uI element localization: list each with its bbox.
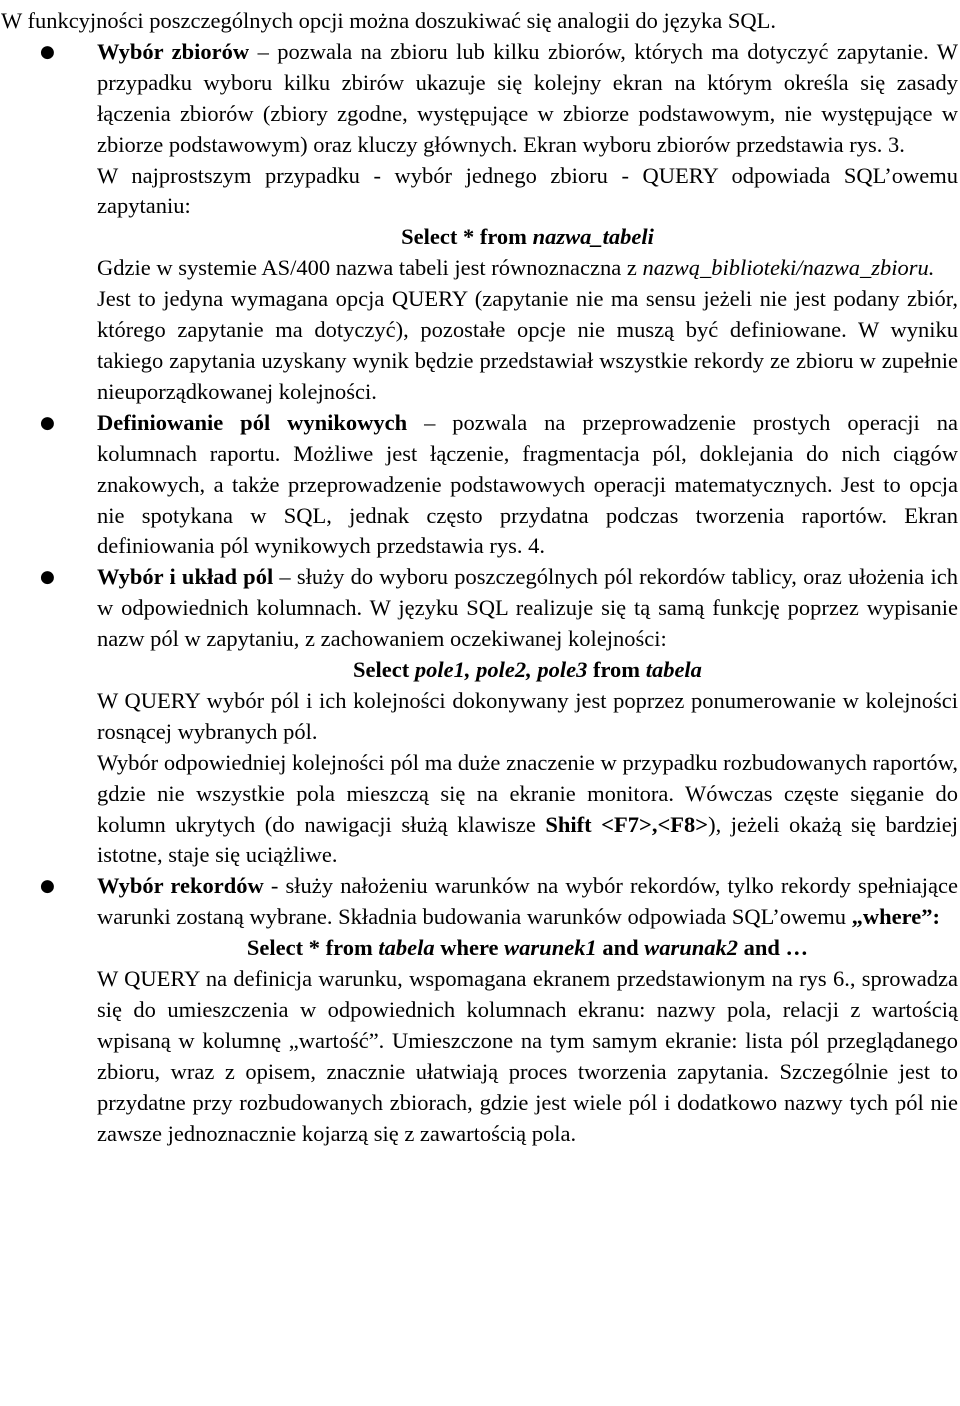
code-example xyxy=(0,655,960,686)
code-keyword: and … xyxy=(738,935,809,961)
section-title: Wybór zbiorów xyxy=(97,38,250,64)
paragraph xyxy=(0,748,960,872)
section-text: – służy do wyboru poszczególnych pól rekordów tablicy, oraz ułożenia ich w odpowiednich kolumnach. W języku SQL realizuje się tą samą funkcję poprzez wypisanie nazw pól w zapytaniu, z zachowaniem oczekiwanej kolejności: xyxy=(97,564,958,652)
section-text: – pozwala na przeprowadzenie prostych operacji na kolumnach raportu. Możliwe jest łączenie, fragmentacja pól, doklejania do nich ciągów znakowych, a także przeprowadzenie podstawowych operacji matematycznych. Jest to opcja nie spotykana w SQL, jednak często przydatna podczas tworzenia raportów. Ekran definiowania pól wynikowych przedstawia rys. 4. xyxy=(97,409,958,559)
code-identifier: tabela xyxy=(378,935,435,961)
paragraph xyxy=(0,253,960,284)
paragraph: W QUERY na definicja warunku, wspomagana ekranem przedstawionym na rys 6., sprowadza się do umieszczenia w odpowiednich kolumnach ekranu: nazwy pola, relacji z wartością wpisaną w kolumnę „wartość”. Umieszczone na tym samym ekranie: lista pól przeglądanego zbioru, wraz z opisem, znacznie ułatwiają proces tworzenia zapytania. Szczególnie jest to przydatne przy rozbudowanych zbiorach, gdzie jest wiele pól i dodatkowo nazwy tych pól nie zawsze jednoznacznie kojarzą się z zawartością pola. xyxy=(97,966,958,1146)
section-title: Definiowanie pól wynikowych xyxy=(97,409,408,435)
section-definiowanie-pol xyxy=(0,408,960,563)
code-example xyxy=(0,222,960,253)
code-keyword: Select xyxy=(353,657,415,683)
paragraph: W QUERY wybór pól i ich kolejności dokonywany jest poprzez ponumerowanie w kolejności rosnącej wybranych pól. xyxy=(97,687,958,744)
section-text: – pozwala na zbioru lub kilku zbiorów, których ma dotyczyć zapytanie. W przypadku wyboru kilku zbirów ukazuje się kolejny ekran na którym określa się zasady łączenia zbiorów (zbiory zgodne, występujące w zbiorze podstawowym, nie występujące w zbiorze podstawowym) oraz kluczy głównych. Ekran wyboru zbiorów przedstawia rys. 3. xyxy=(97,38,958,157)
bold-text: Shift <F7>,<F8> xyxy=(545,811,709,837)
section-paragraph xyxy=(0,562,960,655)
bullet-icon: ● xyxy=(40,876,55,897)
code-keyword: from xyxy=(587,657,646,683)
section-wybor-i-uklad-pol xyxy=(0,562,960,655)
paragraph: Jest to jedyna wymagana opcja QUERY (zapytanie nie ma sensu jeżeli nie jest podany zbiór, którego zapytanie ma dotyczyć), pozostałe opcje nie muszą być definiowane. W wyniku takiego zapytania uzyskany wynik będzie przedstawiał wszystkie rekordy ze zbioru w zupełnie nieuporządkowanej kolejności. xyxy=(97,286,958,404)
code-keyword: where xyxy=(434,935,505,961)
code-identifier: pole1, pole2, pole3 xyxy=(414,657,588,683)
section-text: - służy nałożeniu warunków na wybór rekordów, tylko rekordy spełniające warunki zostaną wybrane. Składnia budowania warunków odpowiada SQL’owemu xyxy=(97,873,958,930)
section-title: Wybór i układ pól xyxy=(97,564,274,590)
bold-text: „where”: xyxy=(851,904,940,930)
section-paragraph xyxy=(0,37,960,161)
code-identifier: tabela xyxy=(645,657,702,683)
section-wybor-zbiorow xyxy=(0,37,960,161)
text: ), jeżeli okażą się bardziej istotne, staje się uciążliwe. xyxy=(97,811,958,868)
bullet-icon: ● xyxy=(40,412,55,433)
paragraph: W najprostszym przypadku - wybór jednego zbioru - QUERY odpowiada SQL’owemu zapytaniu: xyxy=(97,162,958,219)
section-wybor-rekordow xyxy=(0,871,960,933)
code-identifier: warunak2 xyxy=(644,935,739,961)
code-identifier: warunek1 xyxy=(504,935,597,961)
code-example xyxy=(0,933,960,964)
bullet-icon: ● xyxy=(40,41,55,62)
text: Gdzie w systemie AS/400 nazwa tabeli jest równoznaczna z xyxy=(97,255,643,281)
italic-text: nazwą_biblioteki/nazwa_zbioru. xyxy=(642,255,935,281)
intro-paragraph: W funkcyjności poszczególnych opcji można doszukiwać się analogii do języka SQL. xyxy=(1,8,776,33)
code-identifier: nazwa_tabeli xyxy=(532,224,654,250)
text: Wybór odpowiedniej kolejności pól ma duże znaczenie w przypadku rozbudowanych raportów, gdzie nie wszystkie pola mieszczą się na ekranie monitora. Wówczas częste sięganie do kolumn ukrytych (do nawigacji służą klawisze xyxy=(97,749,958,837)
section-title: Wybór rekordów xyxy=(97,873,264,899)
section-paragraph xyxy=(0,408,960,563)
bullet-icon: ● xyxy=(40,567,55,588)
section-paragraph xyxy=(0,871,960,933)
code-keyword: and xyxy=(596,935,645,961)
code-keyword: Select * from xyxy=(246,935,379,961)
code-keyword: Select * from xyxy=(401,224,533,250)
